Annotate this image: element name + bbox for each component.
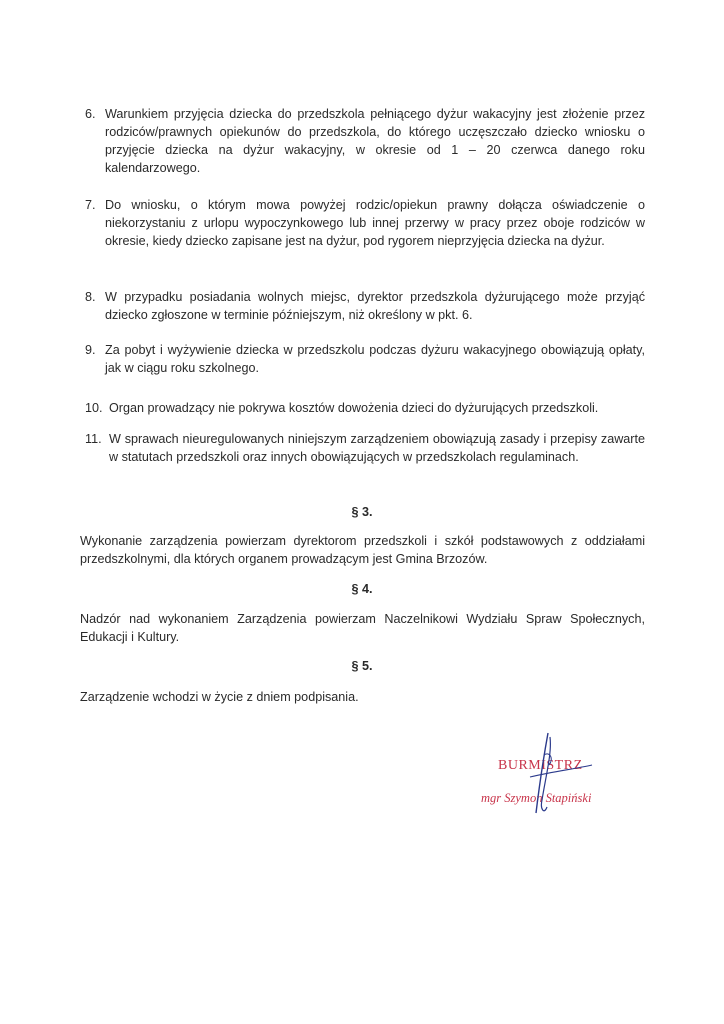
item-text: W sprawach nieuregulowanych niniejszym zarządzeniem obowiązują zasady i przepisy zawarte w statutach przedszkoli oraz innych obowiązujących w przedszkolach regulaminach.	[109, 432, 645, 464]
list-item-11	[85, 430, 645, 466]
section-text-3: Wykonanie zarządzenia powierzam dyrektorom przedszkoli i szkół podstawowych z oddziałami przedszkolnymi, dla których organem prowadzącym jest Gmina Brzozów.	[80, 534, 645, 566]
item-number: 6.	[85, 107, 96, 121]
section-text-5: Zarządzenie wchodzi w życie z dniem podpisania.	[80, 690, 359, 704]
item-number: 7.	[85, 198, 96, 212]
section-heading-4: § 4.	[351, 582, 373, 596]
item-number: 8.	[85, 290, 96, 304]
signature-title: BURMISTRZ	[498, 758, 583, 773]
item-text: Za pobyt i wyżywienie dziecka w przedszkolu podczas dyżuru wakacyjnego obowiązują opłaty, jak w ciągu roku szkolnego.	[105, 343, 645, 375]
item-text: Organ prowadzący nie pokrywa kosztów dowożenia dzieci do dyżurujących przedszkoli.	[109, 401, 599, 415]
item-text: Do wniosku, o którym mowa powyżej rodzic/opiekun prawny dołącza oświadczenie o niekorzystaniu z urlopu wypoczynkowego lub innej przerwy w pracy przez oboje rodziców w okresie, kiedy dziecko zapisane jest na dyżur, pod rygorem nieprzyjęcia dziecka na dyżur.	[105, 198, 645, 248]
list-item-10	[85, 399, 645, 417]
item-number: 10.	[85, 401, 103, 415]
section-text-4: Nadzór nad wykonaniem Zarządzenia powierzam Naczelnikowi Wydziału Spraw Społecznych, Edukacji i Kultury.	[80, 612, 645, 644]
signature-name: mgr Szymon Stapiński	[481, 791, 592, 805]
section-heading-5: § 5.	[351, 659, 373, 673]
section-heading-3: § 3.	[351, 505, 373, 519]
item-number: 11.	[85, 432, 102, 446]
list-item-8	[85, 288, 645, 324]
list-item-7	[85, 196, 645, 250]
item-text: Warunkiem przyjęcia dziecka do przedszkola pełniącego dyżur wakacyjny jest złożenie przez rodziców/prawnych opiekunów do przedszkola, do którego uczęszczało dziecko wniosku o przyjęcie dziecka na dyżur wakacyjny, w okresie od 1 – 20 czerwca danego roku kalendarzowego.	[105, 107, 645, 175]
item-number: 9.	[85, 343, 96, 357]
list-item-6	[85, 105, 645, 177]
list-item-9	[85, 341, 645, 377]
item-text: W przypadku posiadania wolnych miejsc, dyrektor przedszkola dyżurującego może przyjąć dziecko zgłoszone w terminie późniejszym, niż określony w pkt. 6.	[105, 290, 645, 322]
handwritten-signature-icon	[500, 725, 610, 820]
